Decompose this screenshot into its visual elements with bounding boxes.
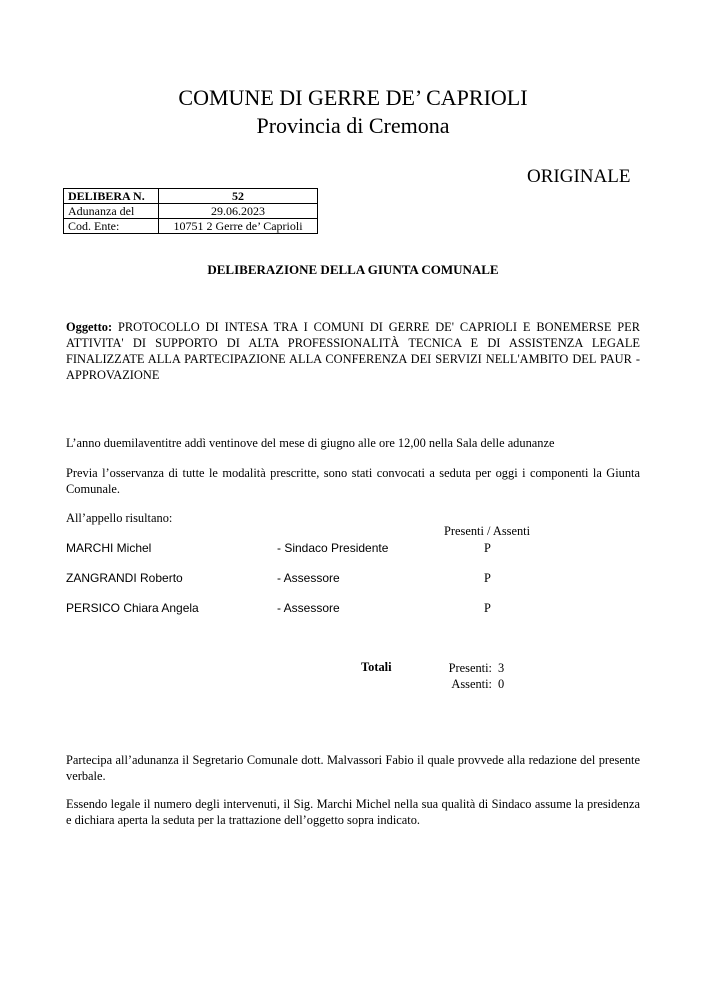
document-heading: DELIBERAZIONE DELLA GIUNTA COMUNALE (207, 262, 499, 277)
document-status: ORIGINALE (527, 166, 631, 187)
subject-label: Oggetto: (66, 320, 113, 334)
info-label: Cod. Ente: (64, 219, 159, 234)
absent-value: 0 (498, 677, 505, 691)
presidency-paragraph: Essendo legale il numero degli intervenuti, il Sig. Marchi Michel nella sua qualità di Sindaco assume la presidenza e dichiara aperta la seduta per la trattazione dell’oggetto sopra indicato. (66, 797, 640, 827)
member-role: - Assessore (277, 571, 340, 585)
present-total (444, 660, 512, 676)
attendance-row (66, 571, 640, 587)
info-value: 29.06.2023 (159, 204, 318, 219)
member-presence: P (484, 541, 491, 555)
attendance-row (66, 601, 640, 617)
totals-block (444, 660, 512, 692)
member-name: ZANGRANDI Roberto (66, 571, 183, 585)
member-name: MARCHI Michel (66, 541, 152, 555)
subject-text: PROTOCOLLO DI INTESA TRA I COMUNI DI GERRE DE' CAPRIOLI E BONEMERSE PER ATTIVITA' DI SUPPORTO DI ALTA PROFESSIONALITÀ TECNICA E DI ASSISTENZA LEGALE FINALIZZATE ALLA PARTECIPAZIONE ALLA CONFERENZA DEI SERVIZI NELL'AMBITO DEL PAUR - APPROVAZIONE (66, 320, 641, 382)
province-subtitle: Provincia di Cremona (256, 113, 450, 138)
info-value: 10751 2 Gerre de’ Caprioli (159, 219, 318, 234)
deliberation-info-table (63, 188, 318, 234)
info-label: DELIBERA N. (64, 189, 159, 204)
absent-total (444, 676, 512, 692)
appello-label: All’appello risultano: (66, 511, 173, 525)
present-label: Presenti: (448, 661, 492, 675)
member-presence: P (484, 601, 491, 615)
table-row (64, 189, 318, 204)
convocation-paragraph: Previa l’osservanza di tutte le modalità prescritte, sono stati convocati a seduta per oggi i componenti la Giunta Comunale. (66, 466, 640, 496)
attendance-header: Presenti / Assenti (444, 524, 531, 538)
subject-paragraph (66, 319, 640, 383)
absent-label: Assenti: (451, 677, 492, 691)
info-label: Adunanza del (64, 204, 159, 219)
info-value: 52 (159, 189, 318, 204)
member-name: PERSICO Chiara Angela (66, 601, 199, 615)
member-presence: P (484, 571, 491, 585)
member-role: - Assessore (277, 601, 340, 615)
intro-paragraph: L’anno duemilaventitre addì ventinove del mese di giugno alle ore 12,00 nella Sala delle adunanze (66, 436, 555, 450)
secretary-paragraph: Partecipa all’adunanza il Segretario Comunale dott. Malvassori Fabio il quale provvede alla redazione del presente verbale. (66, 753, 640, 783)
header (0, 84, 706, 140)
table-row (64, 219, 318, 234)
table-row (64, 204, 318, 219)
municipality-title: COMUNE DI GERRE DE’ CAPRIOLI (178, 85, 528, 110)
member-role: - Sindaco Presidente (277, 541, 389, 555)
present-value: 3 (498, 661, 505, 675)
attendance-row (66, 541, 640, 557)
totals-label: Totali (361, 660, 392, 674)
